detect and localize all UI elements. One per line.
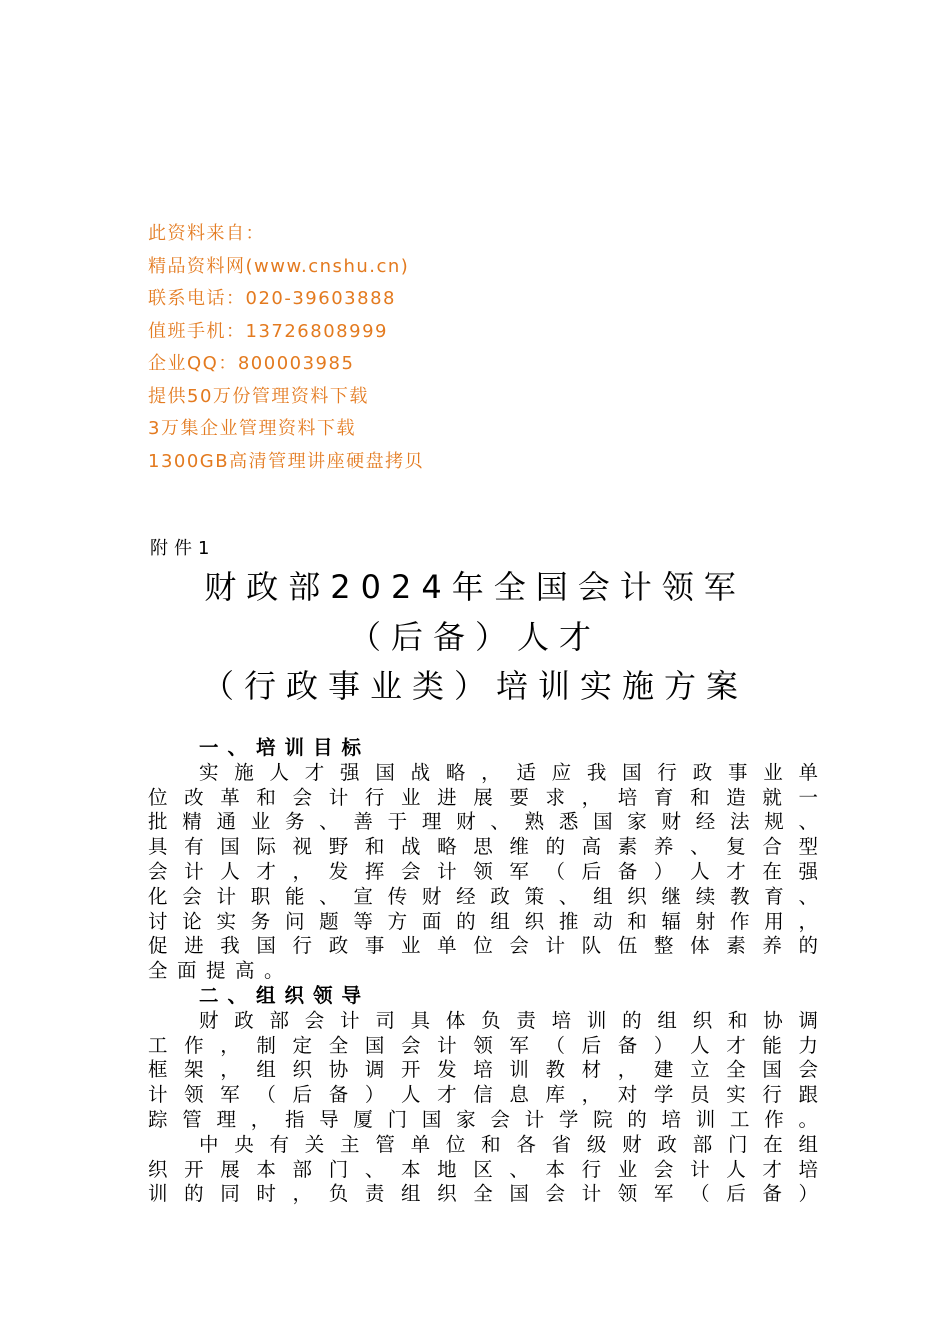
source-offer-line: 3万集企业管理资料下载 (148, 418, 356, 439)
paragraph-line: 实施人才强国战略，适应我国行政事业单 (199, 760, 818, 784)
source-offer-line: 1300GB高清管理讲座硬盘拷贝 (148, 450, 425, 472)
source-mobile-line: 值班手机：13726808999 (148, 320, 388, 342)
section-heading-training-goals: 一、培训目标 (199, 736, 371, 759)
paragraph-line: 框架，组织协调开发培训教材，建立全国会 (148, 1058, 818, 1082)
paragraph-line: 财政部会计司具体负责培训的组织和协调 (199, 1008, 818, 1032)
source-qq-line: 企业QQ：800003985 (148, 353, 355, 374)
paragraph-line: 全面提高。 (148, 959, 294, 983)
section-heading-organization: 二、组织领导 (199, 983, 371, 1007)
paragraph-line: 化会计职能、宣传财经政策、组织继续教育、 (148, 884, 818, 908)
document-body (148, 736, 818, 1207)
paragraph-line: 讨论实务问题等方面的组织推动和辐射作用， (148, 909, 818, 933)
document-title-line-1: 财政部2024年全国会计领军 (204, 568, 746, 606)
paragraph-line: 批精通业务、善于理财、熟悉国家财经法规、 (148, 810, 818, 834)
paragraph-line: 工作，制定全国会计领军（后备）人才能力 (148, 1033, 818, 1057)
paragraph-line: 会计人才，发挥会计领军（后备）人才在强 (148, 859, 818, 883)
paragraph-line: 具有国际视野和战略思维的高素养、复合型 (148, 835, 818, 859)
paragraph-line: 训的同时，负责组织全国会计领军（后备） (148, 1182, 818, 1206)
source-line: 此资料来自： (148, 223, 265, 244)
document-title-line-3: （行政事业类）培训实施方案 (201, 667, 748, 705)
paragraph-line: 位改革和会计行业进展要求，培育和造就一 (148, 785, 818, 809)
source-phone-line: 联系电话：020-39603888 (148, 288, 396, 309)
paragraph-line: 促进我国行政事业单位会计队伍整体素养的 (148, 934, 818, 958)
source-offer-line: 提供50万份管理资料下载 (148, 385, 369, 407)
paragraph-line: 计领军（后备）人才信息库，对学员实行跟 (148, 1083, 818, 1107)
attachment-label: 附件1 (150, 538, 216, 559)
paragraph-line: 中央有关主管单位和各省级财政部门在组 (199, 1132, 818, 1156)
source-website-line: 精品资料网(www.cnshu.cn) (148, 255, 410, 277)
source-info-block (148, 218, 568, 478)
paragraph-line: 踪管理，指导厦门国家会计学院的培训工作。 (148, 1107, 818, 1131)
paragraph-line: 织开展本部门、本地区、本行业会计人才培 (148, 1157, 818, 1181)
document-title-line-2: （后备）人才 (348, 618, 601, 656)
